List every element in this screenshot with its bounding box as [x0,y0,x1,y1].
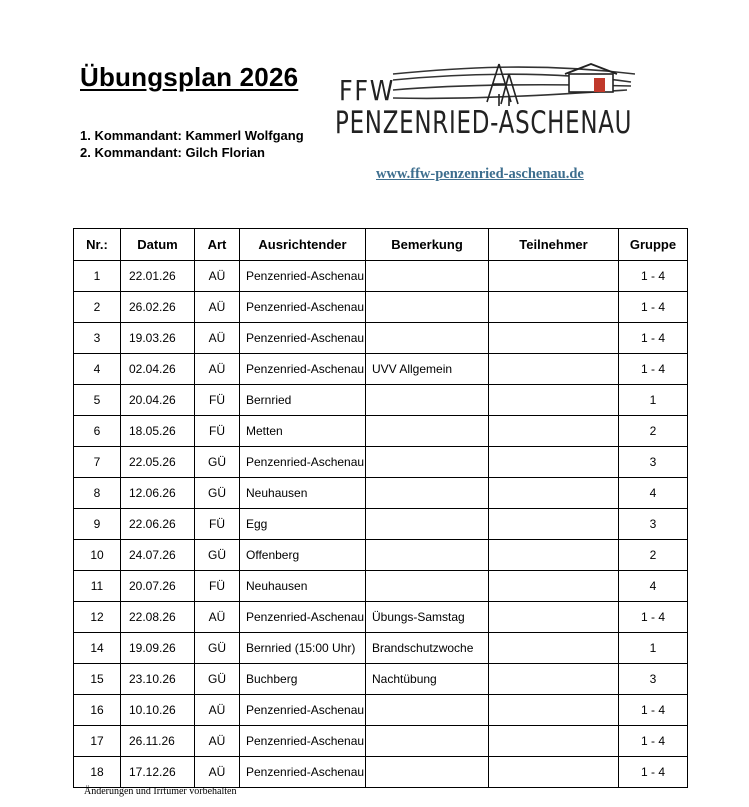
cell-ausrichtender: Penzenried-Aschenau [240,726,366,757]
table-row [74,757,688,788]
cell-teilnehmer [489,695,619,726]
cell-teilnehmer [489,757,619,788]
cell-gruppe: 1 - 4 [619,726,688,757]
cell-datum: 22.08.26 [121,602,195,633]
cell-ausrichtender: Neuhausen [240,571,366,602]
cell-art: AÜ [195,323,240,354]
col-header-bemerkung: Bemerkung [366,229,489,261]
table-row [74,447,688,478]
table-row [74,385,688,416]
cell-bemerkung [366,571,489,602]
col-header-teilnehmer: Teilnehmer [489,229,619,261]
cell-bemerkung: Brandschutzwoche [366,633,489,664]
cell-datum: 12.06.26 [121,478,195,509]
table-row [74,323,688,354]
cell-gruppe: 1 - 4 [619,757,688,788]
table-row [74,695,688,726]
cell-nr: 3 [74,323,121,354]
page-title: Übungsplan 2026 [80,62,299,92]
ffw-logo [335,60,635,150]
cell-art: FÜ [195,416,240,447]
cell-art: AÜ [195,757,240,788]
cell-nr: 9 [74,509,121,540]
col-header-ausrichtender: Ausrichtender [240,229,366,261]
cell-ausrichtender: Bernried [240,385,366,416]
table-row [74,726,688,757]
cell-datum: 22.05.26 [121,447,195,478]
cell-datum: 22.01.26 [121,261,195,292]
col-header-datum: Datum [121,229,195,261]
cell-art: GÜ [195,478,240,509]
cell-nr: 18 [74,757,121,788]
cell-teilnehmer [489,354,619,385]
training-schedule-table [73,228,688,788]
table-body [74,261,688,788]
cell-gruppe: 1 - 4 [619,695,688,726]
cell-bemerkung [366,478,489,509]
cell-ausrichtender: Penzenried-Aschenau [240,292,366,323]
cell-teilnehmer [489,540,619,571]
cell-gruppe: 4 [619,571,688,602]
table-row [74,292,688,323]
commanders-block [80,127,304,161]
cell-teilnehmer [489,416,619,447]
cell-ausrichtender: Buchberg [240,664,366,695]
cell-ausrichtender: Bernried (15:00 Uhr) [240,633,366,664]
cell-nr: 7 [74,447,121,478]
table-row [74,571,688,602]
commander-1: 1. Kommandant: Kammerl Wolfgang [80,128,304,143]
cell-gruppe: 1 - 4 [619,292,688,323]
cell-nr: 15 [74,664,121,695]
cell-gruppe: 1 - 4 [619,323,688,354]
table-row [74,602,688,633]
cell-nr: 12 [74,602,121,633]
cell-datum: 19.03.26 [121,323,195,354]
col-header-nr: Nr.: [74,229,121,261]
cell-datum: 26.02.26 [121,292,195,323]
cell-nr: 10 [74,540,121,571]
cell-nr: 16 [74,695,121,726]
cell-gruppe: 1 - 4 [619,261,688,292]
cell-datum: 26.11.26 [121,726,195,757]
cell-datum: 17.12.26 [121,757,195,788]
cell-datum: 20.07.26 [121,571,195,602]
cell-art: GÜ [195,664,240,695]
cell-art: GÜ [195,540,240,571]
cell-nr: 5 [74,385,121,416]
commander-2: 2. Kommandant: Gilch Florian [80,145,265,160]
cell-gruppe: 1 - 4 [619,602,688,633]
cell-gruppe: 4 [619,478,688,509]
cell-teilnehmer [489,633,619,664]
cell-art: GÜ [195,447,240,478]
cell-bemerkung: Nachtübung [366,664,489,695]
cell-ausrichtender: Neuhausen [240,478,366,509]
cell-bemerkung [366,385,489,416]
cell-datum: 02.04.26 [121,354,195,385]
cell-nr: 1 [74,261,121,292]
cell-bemerkung [366,416,489,447]
cell-gruppe: 3 [619,447,688,478]
cell-nr: 2 [74,292,121,323]
cell-bemerkung [366,540,489,571]
table-row [74,261,688,292]
cell-nr: 6 [74,416,121,447]
cell-teilnehmer [489,323,619,354]
cell-ausrichtender: Penzenried-Aschenau [240,323,366,354]
cell-teilnehmer [489,261,619,292]
cell-bemerkung [366,323,489,354]
cell-datum: 22.06.26 [121,509,195,540]
table-header-row [74,229,688,261]
cell-art: AÜ [195,292,240,323]
cell-datum: 23.10.26 [121,664,195,695]
cell-ausrichtender: Penzenried-Aschenau [240,695,366,726]
cell-teilnehmer [489,478,619,509]
logo-ffw-text: FFW [339,74,396,107]
cell-nr: 14 [74,633,121,664]
cell-nr: 17 [74,726,121,757]
col-header-gruppe: Gruppe [619,229,688,261]
cell-art: FÜ [195,385,240,416]
cell-datum: 24.07.26 [121,540,195,571]
cell-art: AÜ [195,695,240,726]
cell-gruppe: 1 - 4 [619,354,688,385]
cell-ausrichtender: Penzenried-Aschenau [240,602,366,633]
cell-bemerkung [366,695,489,726]
cell-gruppe: 3 [619,509,688,540]
cell-art: AÜ [195,354,240,385]
cell-datum: 20.04.26 [121,385,195,416]
cell-ausrichtender: Egg [240,509,366,540]
cell-teilnehmer [489,509,619,540]
table-row [74,540,688,571]
cell-teilnehmer [489,385,619,416]
table-row [74,354,688,385]
cell-teilnehmer [489,726,619,757]
cell-ausrichtender: Penzenried-Aschenau [240,447,366,478]
cell-teilnehmer [489,602,619,633]
cell-art: AÜ [195,602,240,633]
table-row [74,416,688,447]
footer-note: Änderungen und Irrtümer vorbehalten [84,786,237,797]
cell-nr: 11 [74,571,121,602]
cell-ausrichtender: Penzenried-Aschenau [240,757,366,788]
cell-bemerkung [366,757,489,788]
cell-nr: 8 [74,478,121,509]
logo-name-text: PENZENRIED-ASCHENAU [335,105,633,141]
cell-teilnehmer [489,447,619,478]
cell-ausrichtender: Penzenried-Aschenau [240,261,366,292]
cell-nr: 4 [74,354,121,385]
cell-ausrichtender: Penzenried-Aschenau [240,354,366,385]
cell-art: FÜ [195,509,240,540]
cell-ausrichtender: Metten [240,416,366,447]
table-row [74,664,688,695]
cell-bemerkung [366,447,489,478]
table-row [74,478,688,509]
cell-bemerkung [366,292,489,323]
cell-bemerkung [366,509,489,540]
cell-art: AÜ [195,726,240,757]
cell-teilnehmer [489,664,619,695]
cell-gruppe: 2 [619,416,688,447]
col-header-art: Art [195,229,240,261]
cell-gruppe: 2 [619,540,688,571]
table-row [74,509,688,540]
cell-bemerkung: Übungs-Samstag [366,602,489,633]
cell-teilnehmer [489,292,619,323]
website-link[interactable]: www.ffw-penzenried-aschenau.de [376,166,584,182]
cell-ausrichtender: Offenberg [240,540,366,571]
cell-datum: 19.09.26 [121,633,195,664]
table-row [74,633,688,664]
cell-art: AÜ [195,261,240,292]
cell-gruppe: 1 [619,385,688,416]
cell-art: GÜ [195,633,240,664]
cell-datum: 10.10.26 [121,695,195,726]
cell-bemerkung: UVV Allgemein [366,354,489,385]
cell-bemerkung [366,261,489,292]
cell-art: FÜ [195,571,240,602]
cell-gruppe: 3 [619,664,688,695]
cell-bemerkung [366,726,489,757]
cell-gruppe: 1 [619,633,688,664]
cell-teilnehmer [489,571,619,602]
cell-datum: 18.05.26 [121,416,195,447]
